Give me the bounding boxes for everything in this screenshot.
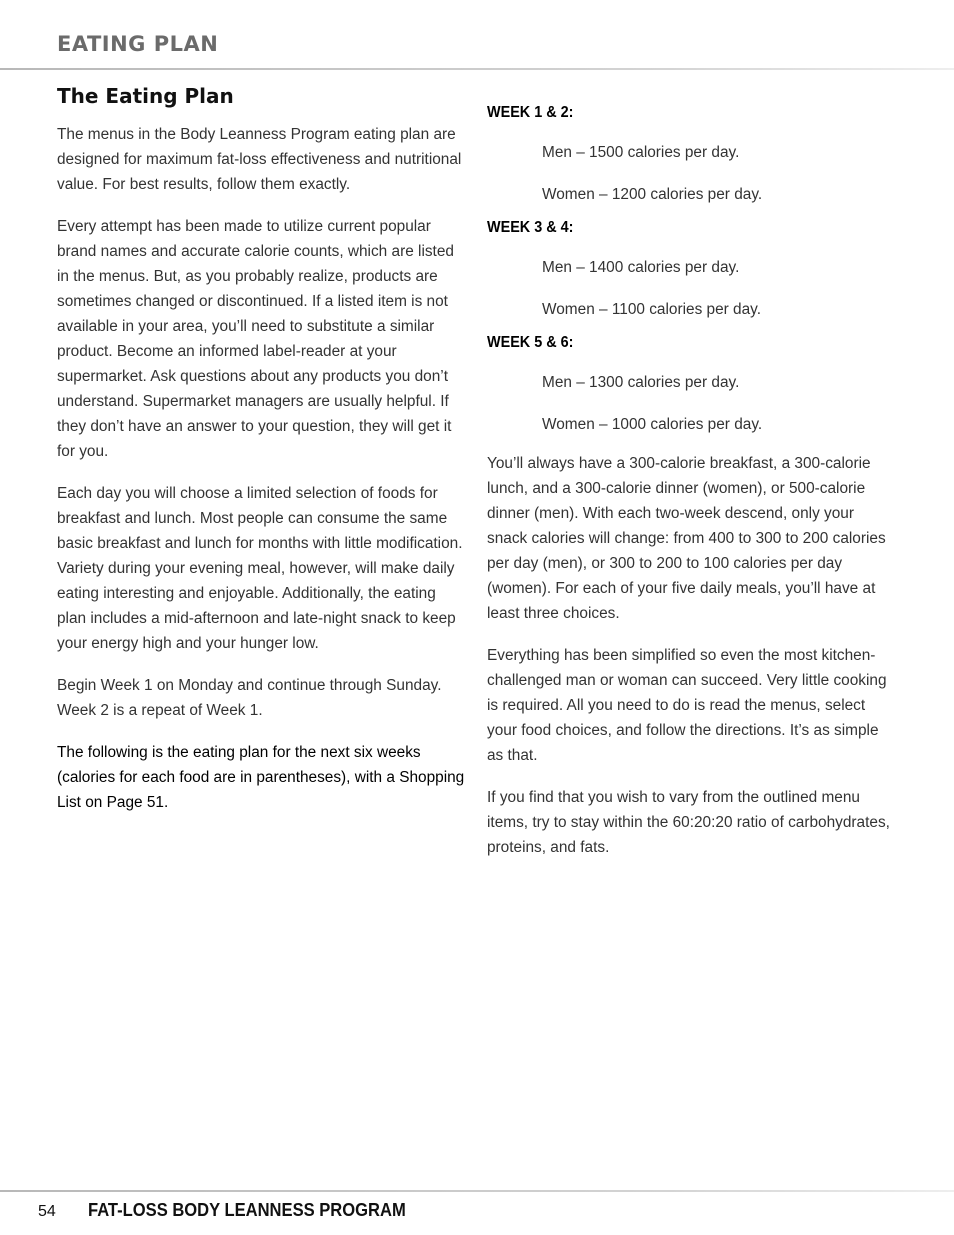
- left-column: [57, 82, 467, 832]
- page-title: The Eating Plan: [57, 84, 234, 108]
- women-calories: Women – 1100 calories per day.: [542, 301, 762, 318]
- intro-paragraph: The menus in the Body Leanness Program eating plan are designed for maximum fat-loss effectiveness and nutritional value. For best results, follow them exactly.: [57, 126, 462, 193]
- shopping-list-paragraph: The following is the eating plan for the next six weeks (calories for each food are in parentheses), with a Shopping List on Page 51.: [57, 744, 465, 811]
- women-calories: Women – 1000 calories per day.: [542, 416, 763, 433]
- men-calories: Men – 1500 calories per day.: [542, 144, 740, 161]
- week-block-1-2: [487, 100, 897, 207]
- meal-structure-paragraph: You’ll always have a 300-calorie breakfast, a 300-calorie lunch, and a 300-calorie dinner (women), or 500-calorie dinner (men). With each two-week descend, only your snack calories will change: from 400 to 300 to 200 calories per day (men), or 300 to 200 to 100 calories per day (women). For each of your five daily meals, you’ll have at least three choices.: [487, 455, 886, 622]
- week-heading: WEEK 1 & 2:: [487, 104, 574, 121]
- section-header: EATING PLAN: [57, 32, 219, 56]
- men-calories: Men – 1300 calories per day.: [542, 374, 740, 391]
- simplicity-paragraph: Everything has been simplified so even the most kitchen-challenged man or woman can succeed. Very little cooking is required. All you need to do is read the menus, select your food choices, and follow the directions. It’s as simple as that.: [487, 647, 887, 764]
- daily-selection-paragraph: Each day you will choose a limited selection of foods for breakfast and lunch. Most people can consume the same basic breakfast and lunch for months with little modification. Variety during your evening meal, however, will make daily eating interesting and enjoyable. Additionally, the eating plan includes a mid-afternoon and late-night snack to keep your energy high and your hunger low.: [57, 485, 463, 652]
- page-number: 54: [38, 1203, 56, 1220]
- right-column: [487, 100, 897, 877]
- begin-week-paragraph: Begin Week 1 on Monday and continue through Sunday. Week 2 is a repeat of Week 1.: [57, 677, 442, 719]
- week-heading: WEEK 3 & 4:: [487, 219, 574, 236]
- header-divider: [0, 68, 954, 70]
- brand-names-paragraph: Every attempt has been made to utilize current popular brand names and accurate calorie counts, which are listed in the menus. But, as you probably realize, products are sometimes changed or discontinued. If a listed item is not available in your area, you’ll need to substitute a similar product. Become an informed label-reader at your supermarket. Ask questions about any products you don’t understand. Supermarket managers are usually helpful. If they don’t have an answer to your question, they will get it for you.: [57, 218, 454, 460]
- week-block-3-4: [487, 215, 897, 322]
- week-block-5-6: [487, 330, 897, 437]
- ratio-paragraph: If you find that you wish to vary from the outlined menu items, try to stay within the 60:20:20 ratio of carbohydrates, proteins, and fats.: [487, 789, 890, 856]
- footer-divider: [0, 1190, 954, 1192]
- week-heading: WEEK 5 & 6:: [487, 334, 574, 351]
- men-calories: Men – 1400 calories per day.: [542, 259, 740, 276]
- women-calories: Women – 1200 calories per day.: [542, 186, 763, 203]
- footer-title: FAT-LOSS BODY LEANNESS PROGRAM: [88, 1200, 406, 1220]
